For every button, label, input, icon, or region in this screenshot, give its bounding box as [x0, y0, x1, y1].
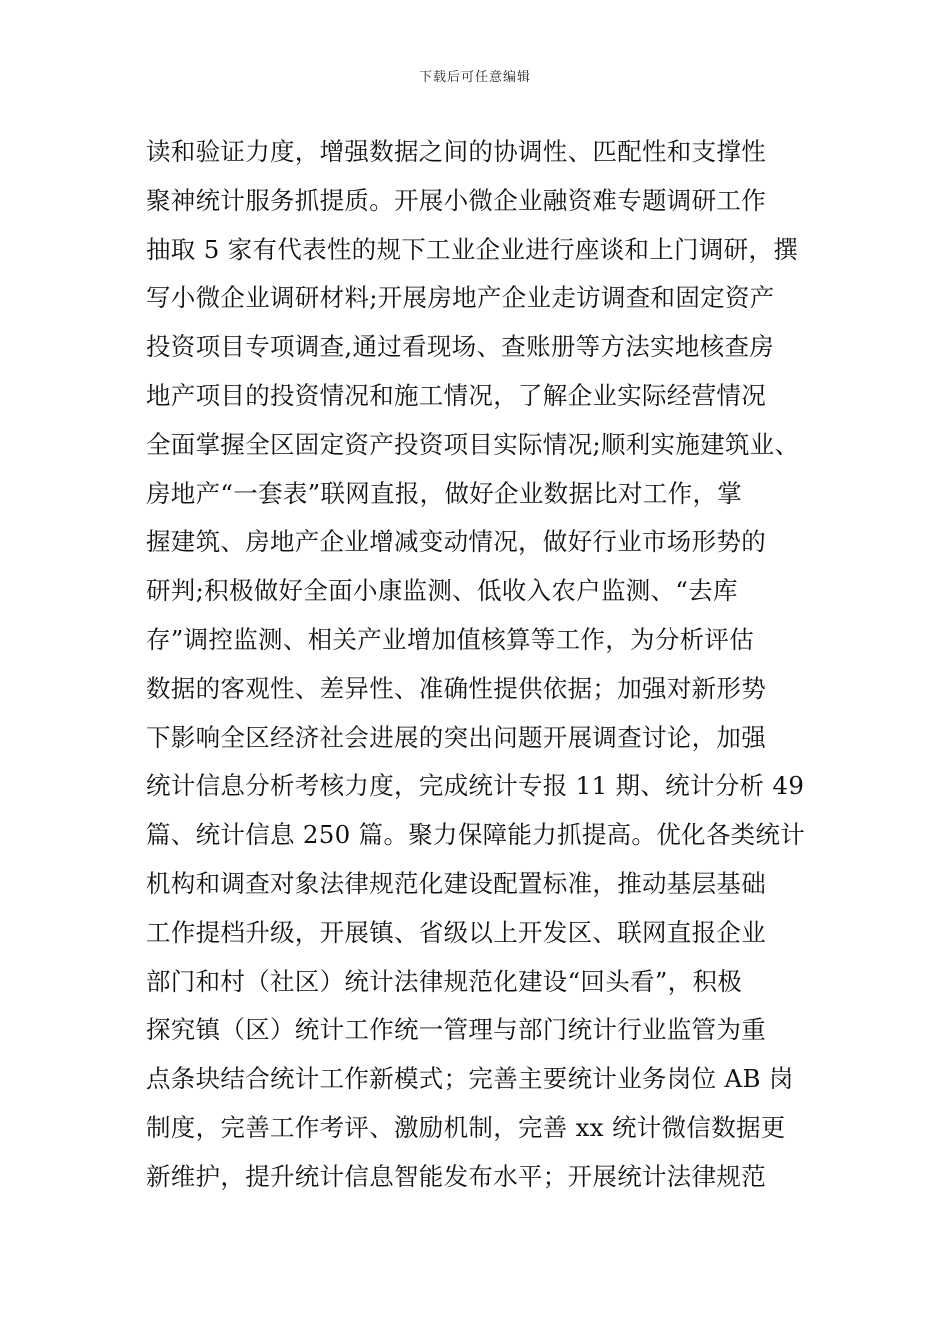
- text-line: 存”调控监测、相关产业增加值核算等工作，为分析评估: [146, 624, 755, 654]
- text-line: 机构和调查对象法律规范化建设配置标准，推动基层基础: [146, 868, 766, 898]
- page-header: 下载后可任意编辑: [418, 70, 531, 85]
- text-line: 地产项目的投资情况和施工情况，了解企业实际经营情况: [146, 380, 766, 410]
- text-line: 握建筑、房地产企业增减变动情况，做好行业市场形势的: [146, 527, 766, 557]
- document-body: [146, 128, 826, 1202]
- text-line: 统计信息分析考核力度，完成统计专报 11 期、统计分析 49: [146, 771, 805, 801]
- text-line: 数据的客观性、差异性、准确性提供依据；加强对新形势: [146, 673, 766, 703]
- text-line: 抽取 5 家有代表性的规下工业企业进行座谈和上门调研，撰: [146, 234, 799, 264]
- text-line: 读和验证力度，增强数据之间的协调性、匹配性和支撑性: [146, 137, 766, 166]
- text-line: 投资项目专项调查,通过看现场、查账册等方法实地核查房: [146, 332, 775, 362]
- text-line: 房地产“一套表”联网直报，做好企业数据比对工作，掌: [146, 478, 743, 508]
- text-line: 聚神统计服务抓提质。开展小微企业融资难专题调研工作: [146, 185, 766, 215]
- text-line: 篇、统计信息 250 篇。聚力保障能力抓提高。优化各类统计: [146, 820, 806, 850]
- text-line: 下影响全区经济社会进展的突出问题开展调查讨论，加强: [146, 722, 766, 752]
- text-line: 研判;积极做好全面小康监测、低收入农户监测、“去库: [146, 576, 738, 606]
- text-line: 探究镇（区）统计工作统一管理与部门统计行业监管为重: [146, 1015, 766, 1045]
- text-line: 写小微企业调研材料;开展房地产企业走访调查和固定资产: [146, 283, 775, 313]
- text-line: 全面掌握全区固定资产投资项目实际情况;顺利实施建筑业、: [146, 429, 800, 459]
- text-line: 部门和村（社区）统计法律规范化建设“回头看”，积极: [146, 966, 743, 996]
- text-line: 制度，完善工作考评、激励机制，完善 xx 统计微信数据更: [146, 1112, 786, 1142]
- text-line: 点条块结合统计工作新模式；完善主要统计业务岗位 AB 岗: [146, 1064, 794, 1094]
- text-line: 工作提档升级，开展镇、省级以上开发区、联网直报企业: [146, 917, 766, 947]
- text-line: 新维护，提升统计信息智能发布水平；开展统计法律规范: [146, 1161, 766, 1191]
